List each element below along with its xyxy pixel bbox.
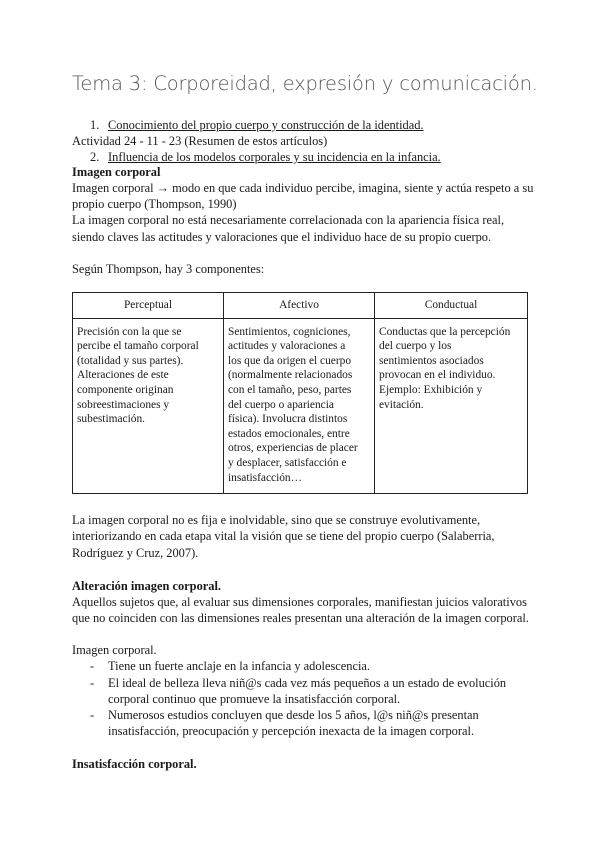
section-heading-alteracion: Alteración imagen corporal.: [72, 579, 221, 593]
cell-line: Sentimientos, cogniciones,: [228, 325, 351, 338]
paragraph-line: que no coinciden con las dimensiones reales presentan una alteración de la imagen corporal.: [72, 611, 529, 625]
table-cell-conductual: [375, 318, 528, 494]
table-cell-perceptual: [73, 318, 224, 494]
cell-line: Alteraciones de este: [77, 369, 169, 382]
list-number: 1.: [90, 118, 100, 132]
activity-line: Actividad 24 - 11 - 23 (Resumen de estos artículos): [72, 134, 328, 148]
cell-line: con el tamaño, peso, partes: [228, 383, 352, 396]
cell-line: subestimación.: [77, 413, 146, 426]
paragraph-line: La imagen corporal no está necesariamente correlacionada con la apariencia física real,: [72, 213, 505, 227]
table-header-conductual: Conductual: [375, 293, 528, 319]
bullet-dash: -: [90, 708, 95, 722]
bullet-dash: -: [90, 676, 95, 690]
paragraph-line: interiorizando en cada etapa vital la visión que se tiene del propio cuerpo (Salaberria,: [72, 529, 495, 543]
paragraph-line: La imagen corporal no es fija e inolvidable, sino que se construye evolutivamente,: [72, 513, 481, 527]
table-cell-afectivo: [224, 318, 375, 494]
page-title: Tema 3: Corporeidad, expresión y comunicación.: [72, 72, 538, 95]
table-header-perceptual: Perceptual: [73, 293, 224, 319]
cell-line: actitudes y valoraciones a: [228, 340, 346, 353]
table-header-afectivo: Afectivo: [224, 293, 375, 319]
paragraph-line: Según Thompson, hay 3 componentes:: [72, 262, 265, 276]
paragraph-line: Rodríguez y Cruz, 2007).: [72, 546, 199, 560]
cell-line: y desplacer, satisfacción e: [228, 456, 347, 469]
cell-line: componente originan: [77, 383, 174, 396]
cell-line: insatisfacción…: [228, 471, 303, 484]
cell-line: percibe el tamaño corporal: [77, 340, 199, 353]
cell-line: física). Involucra distintos: [228, 413, 348, 426]
bullet-dash: -: [90, 659, 95, 673]
cell-line: estados emocionales, entre: [228, 427, 350, 440]
cell-line: del cuerpo y los: [379, 340, 452, 353]
paragraph-line: propio cuerpo (Thompson, 1990): [72, 197, 237, 211]
bullet-line: insatisfacción, preocupación y percepción inexacta de la imagen corporal.: [108, 724, 475, 738]
cell-line: Ejemplo: Exhibición y: [379, 383, 483, 396]
cell-line: Precisión con la que se: [77, 325, 182, 338]
cell-line: otros, experiencias de placer: [228, 442, 358, 455]
cell-line: Conductas que la percepción: [379, 325, 511, 338]
cell-line: los que da origen el cuerpo: [228, 354, 352, 367]
components-table: [72, 292, 528, 494]
paragraph-line: Imagen corporal.: [72, 643, 157, 657]
table-header-row: [73, 293, 528, 319]
paragraph-line: siendo claves las actitudes y valoraciones que el individuo hace de su propio cuerpo.: [72, 230, 492, 244]
bullet-line: Numerosos estudios concluyen que desde los 5 años, l@s niñ@s presentan: [108, 708, 479, 722]
bullet-line: El ideal de belleza lleva niñ@s cada vez más pequeños a un estado de evolución: [108, 676, 507, 690]
cell-line: (normalmente relacionados: [228, 369, 353, 382]
list-item-cuerpo-identidad: Conocimiento del propio cuerpo y construcción de la identidad.: [108, 118, 424, 132]
paragraph-line: Aquellos sujetos que, al evaluar sus dimensiones corporales, manifiestan juicios valorativos: [72, 595, 527, 609]
cell-line: provocan en el individuo.: [379, 369, 496, 382]
cell-line: (totalidad y sus partes).: [77, 354, 184, 367]
list-number: 2.: [90, 150, 100, 164]
cell-line: del cuerpo o apariencia: [228, 398, 334, 411]
paragraph-line: Imagen corporal → modo en que cada individuo percibe, imagina, siente y actúa respeto a su: [72, 181, 534, 195]
list-item-modelos-corporales: Influencia de los modelos corporales y su incidencia en la infancia.: [108, 150, 441, 164]
cell-line: sobreestimaciones y: [77, 398, 170, 411]
cell-line: sentimientos asociados: [379, 354, 484, 367]
section-heading-imagen-corporal: Imagen corporal: [72, 165, 161, 179]
table-row: [73, 318, 528, 494]
section-heading-insatisfaccion: Insatisfacción corporal.: [72, 757, 197, 771]
bullet-line: Tiene un fuerte anclaje en la infancia y adolescencia.: [108, 659, 371, 673]
bullet-line: corporal continuo que promueve la insatisfacción corporal.: [108, 692, 401, 706]
cell-line: evitación.: [379, 398, 424, 411]
